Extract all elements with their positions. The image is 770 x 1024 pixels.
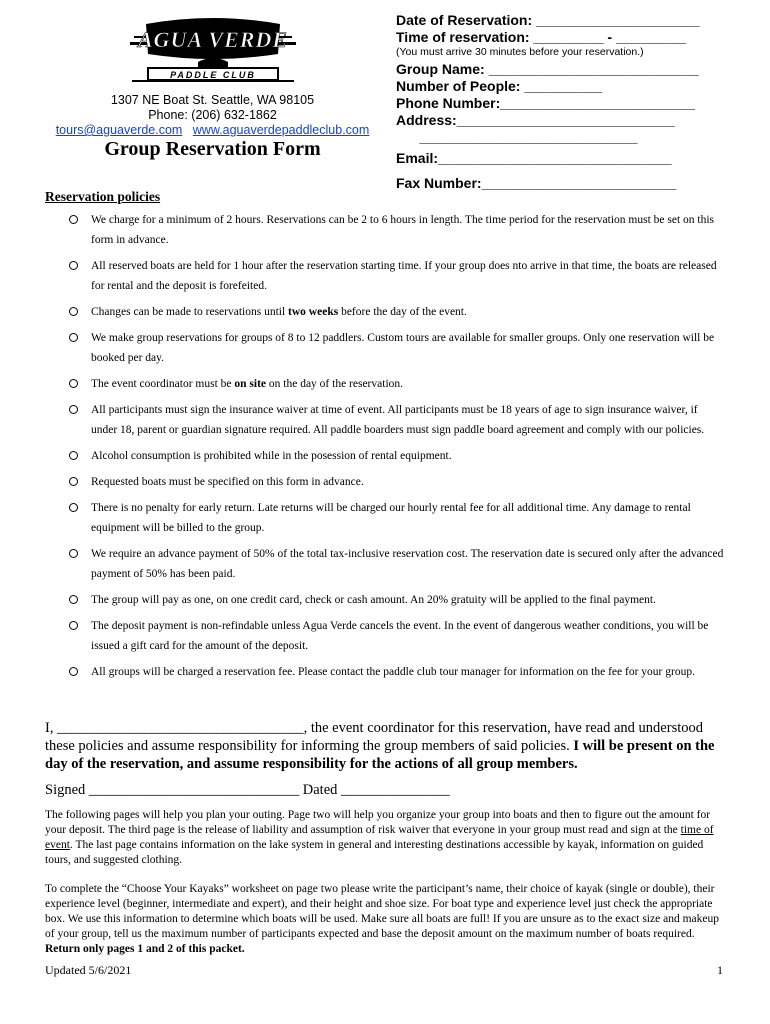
policy-item bbox=[66, 328, 726, 368]
policy-text: All reserved boats are held for 1 hour after the reservation starting time. If your group does nto arrive in that time, the boats are released for rental and the deposit is forefeited. bbox=[91, 260, 717, 292]
policy-text: The event coordinator must be bbox=[91, 378, 235, 390]
policy-item bbox=[66, 374, 726, 394]
policy-item bbox=[66, 446, 726, 466]
circle-bullet-icon bbox=[69, 595, 78, 604]
circle-bullet-icon bbox=[69, 379, 78, 388]
number-of-people-field[interactable]: Number of People: __________ bbox=[396, 78, 603, 94]
policy-item bbox=[66, 590, 726, 610]
policies-list bbox=[66, 210, 726, 688]
policy-text-end: on the day of the reservation. bbox=[266, 378, 404, 390]
policy-text: The group will pay as one, on one credit card, check or cash amount. An 20% gratuity will be applied to the final payment. bbox=[91, 594, 656, 606]
policy-item bbox=[66, 616, 726, 656]
time-field[interactable]: Time of reservation: _________ - _________ bbox=[396, 29, 687, 45]
policy-text: We make group reservations for groups of 8 to 12 paddlers. Custom tours are available for smaller groups. Only one reservation will be booked per day. bbox=[91, 332, 715, 364]
policy-item bbox=[66, 400, 726, 440]
email-field[interactable]: Email:______________________________ bbox=[396, 150, 672, 166]
club-links bbox=[40, 123, 385, 138]
reservation-fields bbox=[396, 12, 756, 192]
club-address: 1307 NE Boat St. Seattle, WA 98105 bbox=[110, 93, 315, 107]
circle-bullet-icon bbox=[69, 261, 78, 270]
policy-emphasis: on site bbox=[234, 378, 267, 390]
circle-bullet-icon bbox=[69, 503, 78, 512]
acknowledgement bbox=[45, 719, 725, 773]
agua-verde-logo bbox=[128, 14, 298, 90]
policy-text: All groups will be charged a reservation fee. Please contact the paddle club tour manager for information on the fee for your group. bbox=[91, 666, 695, 678]
policy-text: Requested boats must be specified on this form in advance. bbox=[91, 476, 364, 488]
intro-underlined: time of event bbox=[45, 824, 714, 851]
instructions-bold: Return only pages 1 and 2 of this packet. bbox=[45, 943, 245, 955]
circle-bullet-icon bbox=[69, 667, 78, 676]
circle-bullet-icon bbox=[69, 405, 78, 414]
logo-text-top: AGUA VERDE bbox=[138, 27, 288, 52]
instructions-text: To complete the “Choose Your Kayaks” worksheet on page two please write the participant’s name, their choice of kayak (single or double), their experience level (beginner, intermediate and expert), and their height and shoe size. For boat type and experience level just check the appropriate box. We use this information to determine which boats will be used. Make sure all boats are full! If you are unsure as to the exact size and makeup of your group, tell us the maximum number of participants expected and base the deposit amount on the maximum number of boats required. bbox=[45, 883, 719, 940]
logo-text-bottom: PADDLE CLUB bbox=[170, 70, 256, 80]
circle-bullet-icon bbox=[69, 451, 78, 460]
intro-text-1: The following pages will help you plan your outing. Page two will help you organize your group into boats and then to figure out the amount for your deposit. The third page is the release of liability and assumption of risk waiver that everyone in your group must read and sign at the bbox=[45, 809, 711, 836]
policy-text: We charge for a minimum of 2 hours. Reservations can be 2 to 6 hours in length. The time period for the reservation must be set on this form in advance. bbox=[91, 214, 715, 246]
website-link[interactable]: www.aguaverdepaddleclub.com bbox=[192, 123, 370, 137]
policy-text-end: before the day of the event. bbox=[338, 306, 467, 318]
policy-text: All participants must sign the insurance waiver at time of event. All participants must be 18 years of age to sign insurance waiver, if under 18, parent or guardian signature required. All paddle boarders must sign paddle board agreement and comply with our policies. bbox=[91, 404, 705, 436]
circle-bullet-icon bbox=[69, 477, 78, 486]
page-number: 1 bbox=[717, 963, 723, 977]
policy-item bbox=[66, 662, 726, 682]
acknowledgement-text[interactable]: I, __________________________________, the event coordinator for this reservation, have read and understood these policies and assume responsibility for informing the group members of said policies. bbox=[45, 720, 703, 754]
signature-line[interactable]: Signed _____________________________ Dated _______________ bbox=[45, 782, 450, 798]
instructions-paragraph bbox=[45, 882, 725, 957]
intro-paragraph bbox=[45, 808, 725, 868]
policy-item bbox=[66, 498, 726, 538]
policy-item bbox=[66, 256, 726, 296]
intro-text-2: . The last page contains information on the lake system in general and interesting destinations accessible by kayak, information on guided tours, and suggested clothing. bbox=[45, 839, 704, 866]
fax-number-field[interactable]: Fax Number:_________________________ bbox=[396, 175, 677, 191]
club-phone: Phone: (206) 632-1862 bbox=[148, 108, 277, 122]
policies-heading: Reservation policies bbox=[45, 189, 161, 204]
address-line2-field[interactable]: ____________________________ bbox=[396, 129, 638, 145]
policy-text: The deposit payment is non-refindable unless Agua Verde cancels the event. In the event of dangerous weather conditions, you will be issued a gift card for the amount of the deposit. bbox=[91, 620, 709, 652]
address-block bbox=[40, 93, 385, 138]
policy-emphasis: two weeks bbox=[288, 306, 339, 318]
address-field[interactable]: Address:____________________________ bbox=[396, 112, 675, 128]
policy-item bbox=[66, 302, 726, 322]
updated-date: Updated 5/6/2021 bbox=[45, 963, 132, 977]
email-link[interactable]: tours@aguaverde.com bbox=[55, 123, 183, 137]
phone-number-field[interactable]: Phone Number:_________________________ bbox=[396, 95, 695, 111]
policy-text: There is no penalty for early return. Late returns will be charged our hourly rental fee for all additional time. Any damage to rental equipment will be billed to the group. bbox=[91, 502, 691, 534]
policy-text: We require an advance payment of 50% of the total tax-inclusive reservation cost. The reservation date is secured only after the advanced payment of 50% has been paid. bbox=[91, 548, 724, 580]
policy-item bbox=[66, 544, 726, 584]
circle-bullet-icon bbox=[69, 621, 78, 630]
policy-item bbox=[66, 472, 726, 492]
policy-item bbox=[66, 210, 726, 250]
time-note: (You must arrive 30 minutes before your reservation.) bbox=[396, 46, 644, 58]
policy-text: Changes can be made to reservations until bbox=[91, 306, 289, 318]
circle-bullet-icon bbox=[69, 549, 78, 558]
acknowledgement-bold-text: I will be present on the day of the reservation, and assume responsibility for the actions of all group members. bbox=[45, 738, 715, 772]
circle-bullet-icon bbox=[69, 307, 78, 316]
group-name-field[interactable]: Group Name: ___________________________ bbox=[396, 61, 699, 77]
circle-bullet-icon bbox=[69, 333, 78, 342]
circle-bullet-icon bbox=[69, 215, 78, 224]
form-title: Group Reservation Form bbox=[104, 138, 321, 160]
policy-text: Alcohol consumption is prohibited while in the posession of rental equipment. bbox=[91, 450, 452, 462]
date-field[interactable]: Date of Reservation: _____________________ bbox=[396, 12, 700, 28]
